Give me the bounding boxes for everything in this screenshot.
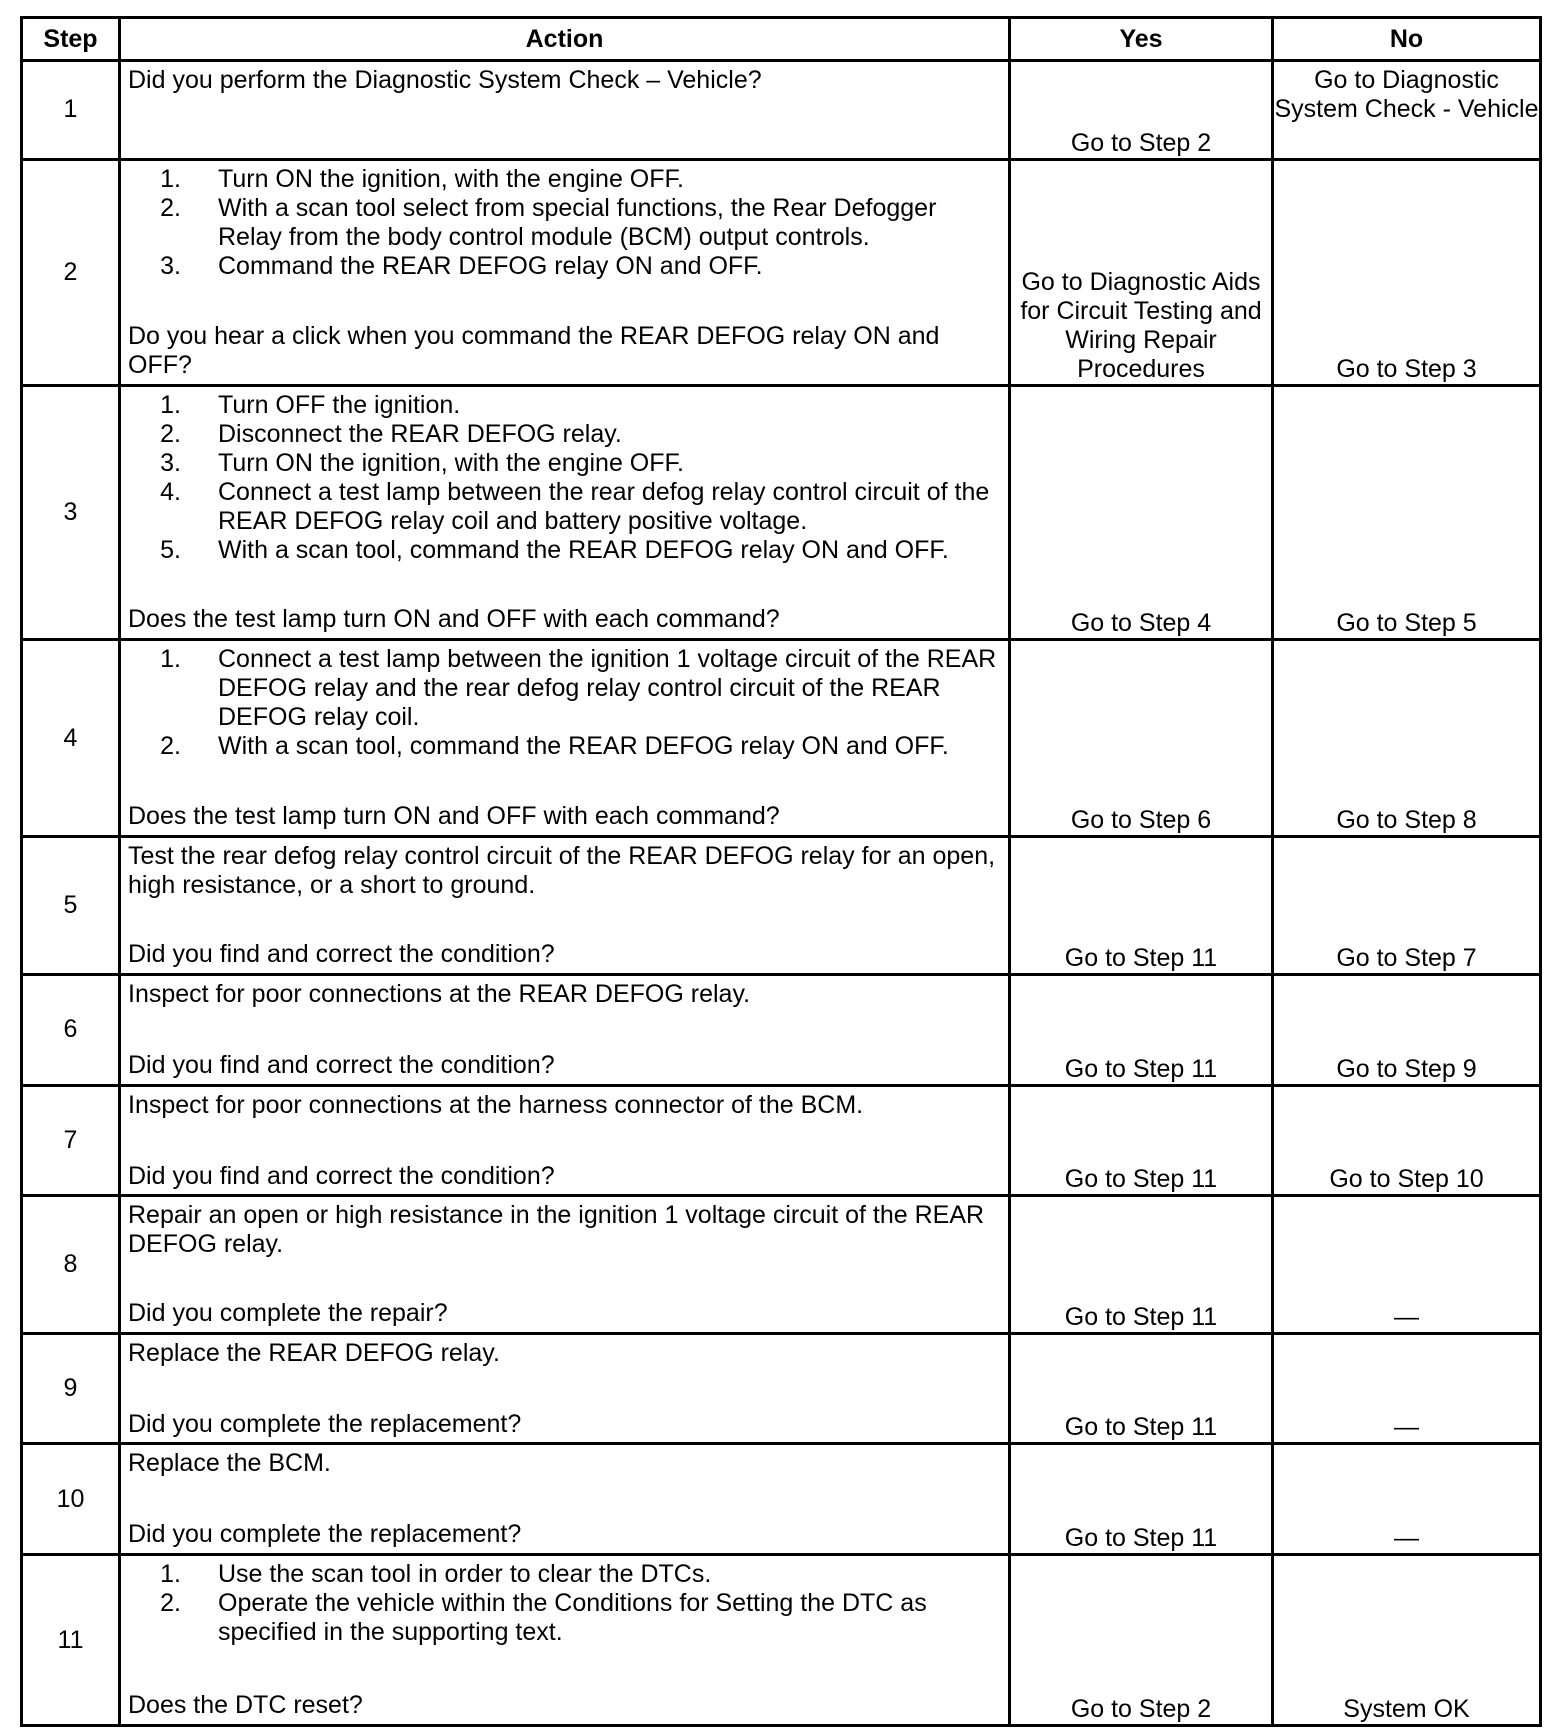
procedure-item-text: Command the REAR DEFOG relay ON and OFF. [218, 251, 763, 280]
table-row [22, 385, 1541, 639]
procedure-item-text: Connect a test lamp between the rear defog relay control circuit of the REAR DEFOG relay coil and battery positive voltage. [218, 477, 990, 535]
yes-result: Go to Step 6 [1010, 640, 1273, 837]
procedure-item [128, 536, 1000, 565]
action-cell [120, 1333, 1010, 1444]
procedure-item-number: 2. [160, 1589, 181, 1618]
step-number: 9 [22, 1333, 120, 1444]
procedure-item-text: With a scan tool, command the REAR DEFOG relay ON and OFF. [218, 535, 949, 564]
yes-result: Go to Step 11 [1010, 1196, 1273, 1334]
action-cell [120, 1444, 1010, 1555]
procedure-list [128, 1560, 1000, 1647]
no-result: System OK [1273, 1555, 1541, 1726]
action-content [121, 838, 1008, 972]
action-instructions [128, 842, 1000, 900]
table-row [22, 640, 1541, 837]
procedure-item-text: Operate the vehicle within the Conditions for Setting the DTC as specified in the supporting text. [218, 1589, 927, 1647]
table-row [22, 1444, 1541, 1555]
action-cell [120, 61, 1010, 160]
action-question: Does the DTC reset? [128, 1691, 363, 1720]
procedure-item [128, 194, 1000, 252]
procedure-item-text: Disconnect the REAR DEFOG relay. [218, 419, 622, 448]
procedure-item-number: 2. [160, 732, 181, 761]
step-number: 6 [22, 974, 120, 1085]
procedure-item-number: 4. [160, 477, 181, 506]
action-cell [120, 974, 1010, 1085]
action-question: Did you complete the repair? [128, 1299, 448, 1328]
diagnostic-table-page [20, 16, 1539, 1727]
action-question: Did you find and correct the condition? [128, 1050, 555, 1079]
no-result: — [1273, 1444, 1541, 1555]
table-row [22, 1555, 1541, 1726]
table-row [22, 61, 1541, 160]
procedure-item-number: 2. [160, 419, 181, 448]
action-question: Do you hear a click when you command the REAR DEFOG relay ON and OFF? [128, 321, 940, 379]
no-result: Go to Step 3 [1273, 159, 1541, 385]
action-instructions [128, 391, 1000, 565]
action-text: Inspect for poor connections at the harness connector of the BCM. [128, 1090, 864, 1119]
action-content [121, 1087, 1008, 1194]
action-cell [120, 159, 1010, 385]
table-header-row [22, 18, 1541, 61]
step-number: 5 [22, 837, 120, 975]
action-text: Replace the BCM. [128, 1449, 331, 1478]
procedure-item [128, 1560, 1000, 1589]
procedure-item [128, 252, 1000, 281]
procedure-item [128, 449, 1000, 478]
procedure-list [128, 165, 1000, 281]
step-number: 4 [22, 640, 120, 837]
table-row [22, 974, 1541, 1085]
action-content [121, 1197, 1008, 1331]
step-column-header: Step [22, 18, 120, 61]
table-row [22, 837, 1541, 975]
action-text: Repair an open or high resistance in the ignition 1 voltage circuit of the REAR DEFOG relay. [128, 1201, 985, 1259]
action-text: Replace the REAR DEFOG relay. [128, 1338, 500, 1367]
action-cell [120, 1085, 1010, 1196]
procedure-item-number: 2. [160, 193, 181, 222]
step-number: 7 [22, 1085, 120, 1196]
yes-result: Go to Step 2 [1010, 1555, 1273, 1726]
step-number: 3 [22, 385, 120, 639]
yes-result: Go to Step 11 [1010, 1444, 1273, 1555]
action-column-header: Action [120, 18, 1010, 61]
action-content [121, 387, 1008, 637]
no-result: Go to Step 10 [1273, 1085, 1541, 1196]
action-question: Did you find and correct the condition? [128, 940, 555, 969]
yes-result: Go to Step 11 [1010, 974, 1273, 1085]
action-content [121, 161, 1008, 383]
action-content [121, 1335, 1008, 1442]
yes-result: Go to Step 11 [1010, 837, 1273, 975]
action-cell [120, 1196, 1010, 1334]
yes-result: Go to Step 4 [1010, 385, 1273, 639]
procedure-item-number: 1. [160, 164, 181, 193]
procedure-item [128, 165, 1000, 194]
yes-result: Go to Step 11 [1010, 1085, 1273, 1196]
no-result: — [1273, 1196, 1541, 1334]
procedure-item-number: 1. [160, 645, 181, 674]
table-row [22, 1333, 1541, 1444]
yes-result: Go to Step 11 [1010, 1333, 1273, 1444]
procedure-item-text: Turn ON the ignition, with the engine OFF. [218, 448, 684, 477]
action-instructions [128, 645, 1000, 761]
step-number: 8 [22, 1196, 120, 1334]
action-instructions [128, 165, 1000, 281]
action-question: Did you complete the replacement? [128, 1409, 522, 1438]
action-question: Does the test lamp turn ON and OFF with each command? [128, 604, 780, 633]
step-number: 11 [22, 1555, 120, 1726]
procedure-item [128, 1589, 1000, 1647]
step-number: 1 [22, 61, 120, 160]
step-number: 10 [22, 1444, 120, 1555]
procedure-list [128, 645, 1000, 761]
action-question: Did you complete the replacement? [128, 1520, 522, 1549]
action-instructions [128, 980, 1000, 1009]
procedure-item [128, 732, 1000, 761]
action-text: Did you perform the Diagnostic System Check – Vehicle? [128, 66, 762, 94]
action-content [121, 1445, 1008, 1552]
table-row [22, 1085, 1541, 1196]
no-column-header: No [1273, 18, 1541, 61]
action-question: Did you find and correct the condition? [128, 1161, 555, 1190]
action-cell [120, 837, 1010, 975]
procedure-item-number: 1. [160, 1560, 181, 1589]
diagnostic-table [20, 16, 1542, 1727]
action-instructions [128, 1339, 1000, 1368]
yes-column-header: Yes [1010, 18, 1273, 61]
no-result: — [1273, 1333, 1541, 1444]
no-result: Go to Diagnostic System Check - Vehicle [1273, 61, 1541, 160]
action-content [121, 1556, 1008, 1723]
no-result: Go to Step 5 [1273, 385, 1541, 639]
no-result: Go to Step 7 [1273, 837, 1541, 975]
action-instructions [128, 1091, 1000, 1120]
table-row [22, 159, 1541, 385]
yes-result: Go to Step 2 [1010, 61, 1273, 160]
action-content [121, 641, 1008, 834]
procedure-item-text: With a scan tool, command the REAR DEFOG relay ON and OFF. [218, 732, 949, 761]
action-content [121, 976, 1008, 1083]
procedure-item-text: Connect a test lamp between the ignition 1 voltage circuit of the REAR DEFOG relay and the rear defog relay control circuit of the REAR DEFOG relay coil. [218, 645, 997, 732]
procedure-item-number: 1. [160, 390, 181, 419]
procedure-item-text: Turn OFF the ignition. [218, 390, 461, 419]
table-row [22, 1196, 1541, 1334]
procedure-item [128, 645, 1000, 732]
action-cell [120, 385, 1010, 639]
procedure-item-text: Turn ON the ignition, with the engine OFF. [218, 164, 684, 193]
procedure-item-text: Use the scan tool in order to clear the DTCs. [218, 1560, 712, 1589]
no-result: Go to Step 9 [1273, 974, 1541, 1085]
procedure-item [128, 420, 1000, 449]
procedure-list [128, 391, 1000, 565]
action-text: Inspect for poor connections at the REAR DEFOG relay. [128, 979, 751, 1008]
procedure-item-text: With a scan tool select from special functions, the Rear Defogger Relay from the body control module (BCM) output controls. [218, 193, 937, 251]
procedure-item-number: 3. [160, 448, 181, 477]
action-cell [120, 640, 1010, 837]
procedure-item [128, 391, 1000, 420]
step-number: 2 [22, 159, 120, 385]
action-instructions [128, 1560, 1000, 1647]
yes-result: Go to Diagnostic Aids for Circuit Testing and Wiring Repair Procedures [1010, 159, 1273, 385]
action-cell [120, 1555, 1010, 1726]
action-text: Test the rear defog relay control circuit of the REAR DEFOG relay for an open, high resistance, or a short to ground. [128, 842, 996, 900]
action-content [121, 62, 1008, 157]
procedure-item-number: 5. [160, 535, 181, 564]
action-instructions [128, 66, 1000, 95]
action-instructions [128, 1201, 1000, 1259]
no-result: Go to Step 8 [1273, 640, 1541, 837]
procedure-item-number: 3. [160, 251, 181, 280]
procedure-item [128, 478, 1000, 536]
action-question: Does the test lamp turn ON and OFF with each command? [128, 802, 780, 831]
action-instructions [128, 1449, 1000, 1478]
